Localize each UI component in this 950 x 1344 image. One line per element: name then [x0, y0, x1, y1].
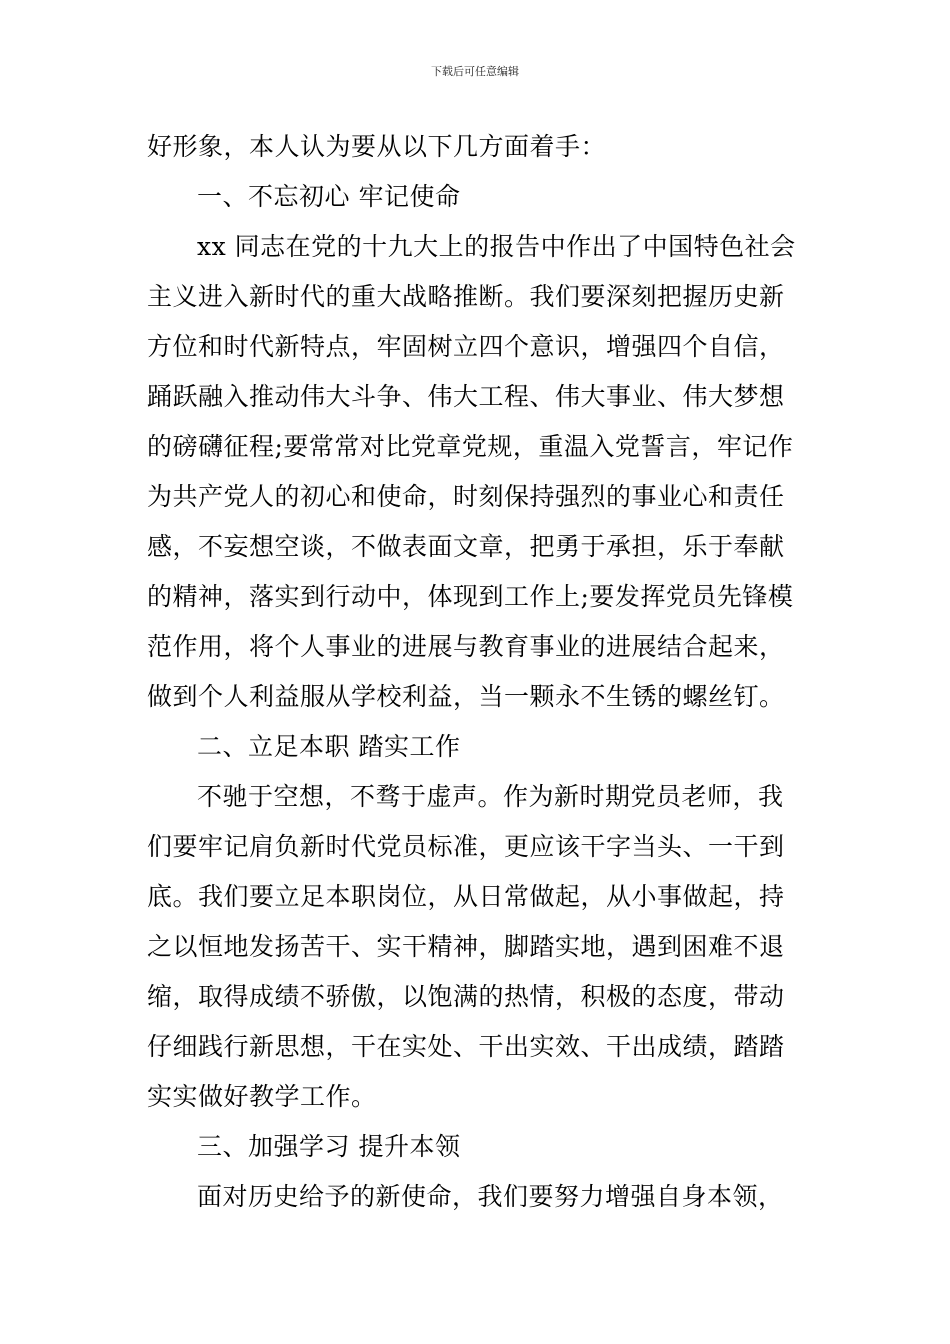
paragraph-line: 为共产党人的初心和使命，时刻保持强烈的事业心和责任	[147, 482, 785, 511]
paragraph-line: 底。我们要立足本职岗位，从日常做起，从小事做起，持	[147, 882, 785, 911]
paragraph-line: 的精神，落实到行动中，体现到工作上;要发挥党员先锋模	[147, 582, 794, 611]
paragraph-line: 之以恒地发扬苦干、实干精神，脚踏实地，遇到困难不退	[147, 932, 785, 961]
paragraph-line: 范作用，将个人事业的进展与教育事业的进展结合起来，	[147, 632, 785, 661]
paragraph-line: 实实做好教学工作。	[147, 1082, 377, 1111]
paragraph-line: 做到个人利益服从学校利益，当一颗永不生锈的螺丝钉。	[147, 682, 785, 711]
paragraph-line: 感，不妄想空谈，不做表面文章，把勇于承担，乐于奉献	[147, 532, 785, 561]
section-heading-2: 二、立足本职 踏实工作	[197, 732, 461, 761]
paragraph-line: 不驰于空想，不骛于虚声。作为新时期党员老师，我	[197, 782, 784, 811]
paragraph-line: 面对历史给予的新使命，我们要努力增强自身本领，	[197, 1182, 784, 1211]
paragraph-line: 主义进入新时代的重大战略推断。我们要深刻把握历史新	[147, 282, 785, 311]
header-note: 下载后可任意编辑	[431, 65, 519, 78]
paragraph-line: 踊跃融入推动伟大斗争、伟大工程、伟大事业、伟大梦想	[147, 382, 785, 411]
paragraph-line: 的磅礴征程;要常常对比党章党规，重温入党誓言，牢记作	[147, 432, 794, 461]
section-heading-3: 三、加强学习 提升本领	[197, 1132, 461, 1161]
paragraph-line: 好形象，本人认为要从以下几方面着手：	[147, 132, 607, 161]
section-heading-1: 一、不忘初心 牢记使命	[197, 182, 461, 211]
paragraph-line: xx 同志在党的十九大上的报告中作出了中国特色社会	[197, 232, 796, 261]
document-body	[147, 122, 807, 1222]
paragraph-line: 仔细践行新思想，干在实处、干出实效、干出成绩，踏踏	[147, 1032, 785, 1061]
paragraph-line: 方位和时代新特点，牢固树立四个意识，增强四个自信，	[147, 332, 785, 361]
paragraph-line: 缩，取得成绩不骄傲，以饱满的热情，积极的态度，带动	[147, 982, 785, 1011]
paragraph-line: 们要牢记肩负新时代党员标准，更应该干字当头、一干到	[147, 832, 785, 861]
